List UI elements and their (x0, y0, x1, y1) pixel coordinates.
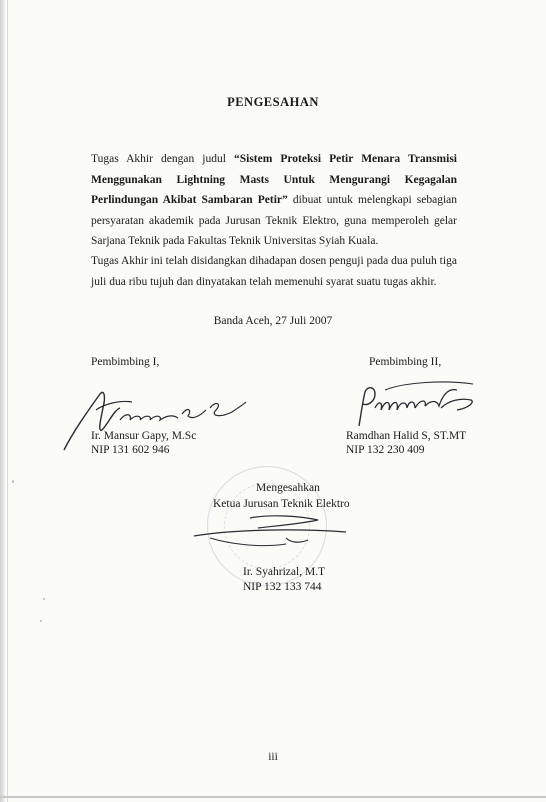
supervisor-2-nip: NIP 132 230 409 (346, 444, 425, 456)
intro-prefix: Tugas Akhir dengan judul (91, 153, 234, 165)
scan-left-line (7, 0, 8, 802)
intro-suffix: dibuat untuk melengkapi sebagian persyaratan akademik pada Jurusan Teknik Elektro, guna memperoleh gelar Sarjana Teknik pada Fakultas Teknik Universitas Syiah Kuala. (91, 194, 458, 247)
intro-paragraph (91, 149, 457, 252)
approval-nip: NIP 132 133 744 (243, 581, 322, 593)
scan-speck (40, 620, 42, 622)
page-title: PENGESAHAN (227, 95, 319, 109)
scan-speck (43, 598, 45, 600)
supervisor-1-label: Pembimbing I, (91, 356, 160, 368)
approval-position: Ketua Jurusan Teknik Elektro (213, 498, 350, 510)
statement-paragraph: Tugas Akhir ini telah disidangkan dihadapan dosen penguji pada dua puluh tiga juli dua ribu tujuh dan dinyatakan telah memenuhi syarat suatu tugas akhir. (91, 255, 457, 288)
supervisor-1-name: Ir. Mansur Gapy, M.Sc (91, 430, 197, 442)
head-of-department-signature (190, 508, 350, 563)
thesis-title: “Sistem Proteksi Petir Menara Transmisi Menggunakan Lightning Masts Untuk Mengurangi Kegagalan Perlindungan Akibat Sambaran Petir” (91, 153, 457, 206)
scan-speck (12, 480, 14, 483)
approval-label: Mengesahkan (256, 482, 320, 494)
page-number: iii (268, 751, 278, 763)
scan-bottom-line (0, 796, 546, 798)
scan-left-edge (0, 0, 5, 802)
approval-name: Ir. Syahrizal, M.T (243, 566, 326, 578)
supervisor-2-label: Pembimbing II, (369, 356, 442, 368)
supervisor-2-name: Ramdhan Halid S, ST.MT (346, 430, 467, 442)
place-date: Banda Aceh, 27 Juli 2007 (213, 315, 333, 327)
supervisor-1-nip: NIP 131 602 946 (91, 444, 170, 456)
